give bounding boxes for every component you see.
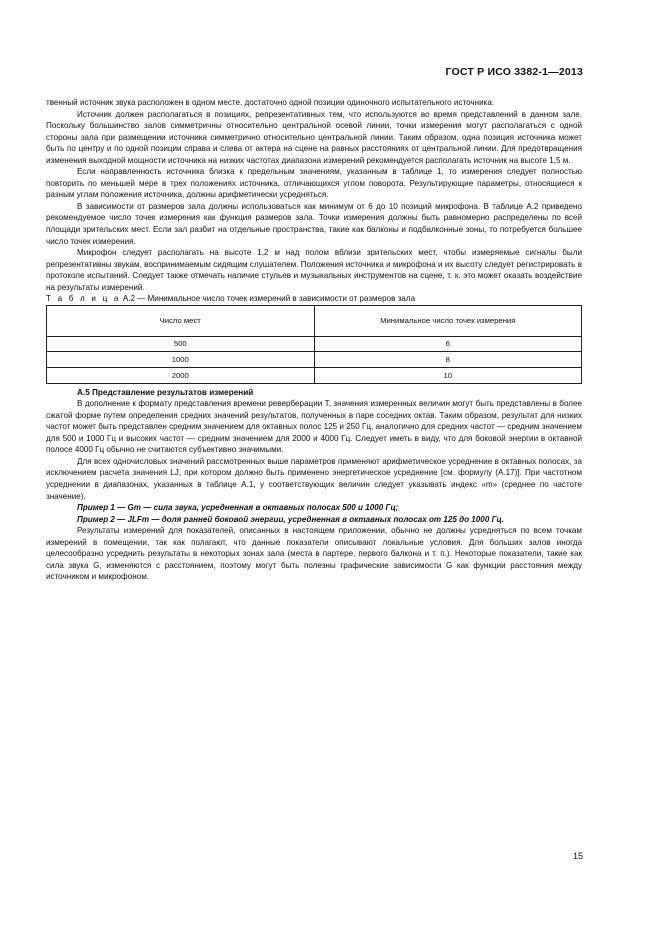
paragraph-continuation: твенный источник звука расположен в одном месте, достаточно одной позиции одиночного испытательного источника. <box>46 98 495 107</box>
table-row <box>47 368 582 384</box>
paragraph-directivity: Если направленность источника близка к предельным значениям, указанным в таблице 1, то измерения следует полностью повторить по меньшей мере в трех положениях источника, отличающихся углом поворота. Результирующие параметры, относящиеся к разным углам положения источника, должны арифметически усредняться. <box>46 167 582 200</box>
paragraph-averaging: Для всех одночисловых значений рассмотренных выше параметров применяют арифметическое усреднение в октавных полосах, за исключением расчета значения LJ, при котором должно быть применено энергетическое усреднение [см. формулу (А.17)]. При частотном усреднении в диапазонах, указанных в таблице А.1, у соответствующих величин следует указывать индекс «m» (среднее по частоте значение). <box>46 456 582 501</box>
measurement-points-table <box>46 305 582 384</box>
table-header-points: Минимальное число точек измерения <box>314 305 582 336</box>
paragraph-mic-positions: В зависимости от размеров зала должны использоваться как минимум от 6 до 10 позиций микрофона. В таблице А.2 приведено рекомендуемое число точек измерения как функция размеров зала. Точки измерения должны быть равномерно распределены по всей площади зрительских мест. Если зал разбит на отдельные пространства, такие как балконы и подбалконные зоны, то потребуется большее число точек измерения. <box>46 201 582 246</box>
table-caption <box>46 293 582 305</box>
table-cell-points: 6 <box>314 336 582 352</box>
table-cell-seats: 500 <box>47 336 315 352</box>
table-caption-prefix: Т а б л и ц а <box>46 294 121 304</box>
section-heading: А.5 Представление результатов измерений <box>77 387 254 397</box>
paragraph-results-format: В дополнение к формату представления времени реверберации T, значения измеренных величин могут быть представлены в более сжатой форме путем определения средних значений результатов, полученных в паре соседних октав. Таким образом, результат для низких частот может быть представлен средним значением для октавных полос 125 и 250 Гц, аналогично для средних частот — средним значением для 500 и 1000 Гц и высоких частот — средним значением для 2000 и 4000 Гц. Следует иметь в виду, что для боковой энергии в октавной полосе 4000 Гц обычно не считаются субъективно значимыми. <box>46 399 582 455</box>
paragraph-source-position: Источник должен располагаться в позициях, репрезентативных тем, что используются во время представлений в данном зале. Поскольку большинство залов симметричны относительно центральной осевой линии, точки измерения могут располагаться с одной стороны зала при размещении источника симметрично относительно центральной линии. Таким образом, одна позиция источника может быть по центру и по одной позиции справа и слева от актера на сцене на равных расстояниях от центральной линии. Для предотвращения изменения выходной мощности источника на низких частотах диапазона измерений рекомендуется располагать источник на высоте 1,5 м. <box>46 109 582 165</box>
document-header: ГОСТ Р ИСО 3382-1—2013 <box>445 66 583 78</box>
table-cell-seats: 2000 <box>47 368 315 384</box>
paragraph-mic-height: Микрофон следует располагать на высоте 1,2 м над полом вблизи зрительских мест, чтобы измеряемые сигналы были репрезентативны звукам, воспринимаемым сидящим слушателем. Положения источника и микрофона и их высоту следует регистрировать в протоколе испытаний. Следует также отмечать наличие стульев и музыкальных инструментов на сцене, т. к. это может оказать воздействие на результаты измерений. <box>46 248 582 292</box>
table-cell-seats: 1000 <box>47 352 315 368</box>
table-header-seats: Число мест <box>47 305 315 336</box>
table-caption-text: А.2 — Минимальное число точек измерений в зависимости от размеров зала <box>122 294 416 304</box>
table-cell-points: 8 <box>314 352 582 368</box>
table-row <box>47 336 582 352</box>
table-row <box>47 352 582 368</box>
document-body <box>46 97 582 583</box>
example-1: Пример 1 — Gm — сила звука, усредненная в октавных полосах 500 и 1000 Гц; <box>77 503 399 513</box>
paragraph-local-results: Результаты измерений для показателей, описанных в настоящем приложении, обычно не должны усредняться по всем точкам измерений в помещении, так как полагают, что данные показатели описывают локальные условия. Для больших залов иногда целесообразно усреднить результаты в некоторых зонах зала (места в партере, первого балкона и т. п.). Некоторые показатели, такие как сила звука G, изменяются с расстоянием, поэтому могут быть полезны графические зависимости G как функции расстояния между источником и микрофоном. <box>46 526 582 582</box>
table-cell-points: 10 <box>314 368 582 384</box>
example-2: Пример 2 — JLFm — доля ранней боковой энергии, усредненная в октавных полосах от 125 до 1000 Гц. <box>77 514 505 524</box>
page-number: 15 <box>572 851 583 861</box>
table-header-row <box>47 305 582 336</box>
